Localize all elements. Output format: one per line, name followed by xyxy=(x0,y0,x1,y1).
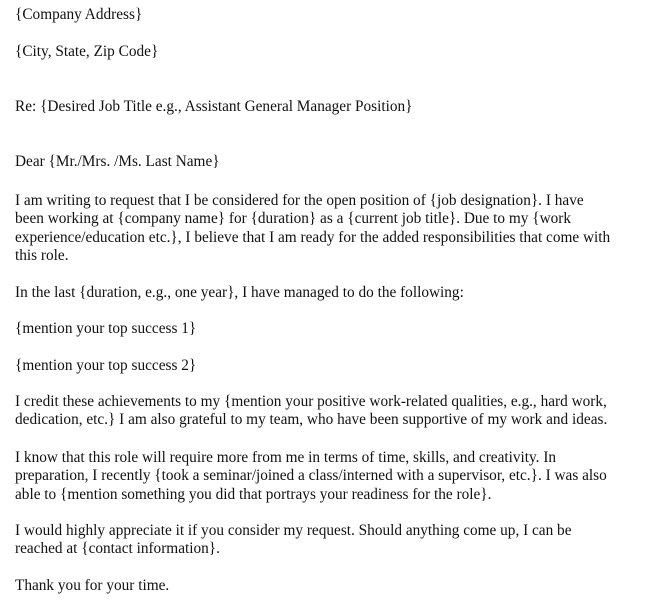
paragraph-4-line: I know that this role will require more from me in terms of time, skills, and creativity. In xyxy=(15,449,557,466)
closing-line: Thank you for your time. xyxy=(15,577,170,594)
paragraph-5-line: I would highly appreciate it if you consider my request. Should anything come up, I can be xyxy=(15,522,572,539)
company-address: {Company Address} xyxy=(15,6,143,23)
paragraph-3-line: I credit these achievements to my {mention your positive work-related qualities, e.g., hard work, xyxy=(15,393,607,410)
subject-line: Re: {Desired Job Title e.g., Assistant General Manager Position} xyxy=(15,98,413,115)
success-2: {mention your top success 2} xyxy=(15,357,197,374)
paragraph-1-line: this role. xyxy=(15,246,69,264)
paragraph-4-line: able to {mention something you did that portrays your readiness for the role}. xyxy=(15,485,492,503)
paragraph-2: In the last {duration, e.g., one year}, I have managed to do the following: xyxy=(15,284,464,301)
paragraph-1-line: I am writing to request that I be considered for the open position of {job designation}. I have xyxy=(15,192,584,209)
paragraph-1-line: experience/education etc.}, I believe that I am ready for the added responsibilities that come with xyxy=(15,228,611,246)
paragraph-5 xyxy=(15,522,647,559)
paragraph-4-line: preparation, I recently {took a seminar/joined a class/interned with a supervisor, etc.}. I was also xyxy=(15,467,607,485)
success-1: {mention your top success 1} xyxy=(15,320,197,337)
paragraph-5-line: reached at {contact information}. xyxy=(15,540,220,558)
paragraph-1-line: been working at {company name} for {duration} as a {current job title}. Due to my {work xyxy=(15,210,572,228)
paragraph-4 xyxy=(15,449,647,504)
paragraph-3 xyxy=(15,393,647,430)
salutation: Dear {Mr./Mrs. /Ms. Last Name} xyxy=(15,153,220,170)
paragraph-3-line: dedication, etc.} I am also grateful to my team, who have been supportive of my work and ideas. xyxy=(15,411,608,429)
city-state-zip: {City, State, Zip Code} xyxy=(15,43,159,60)
paragraph-1 xyxy=(15,192,647,265)
